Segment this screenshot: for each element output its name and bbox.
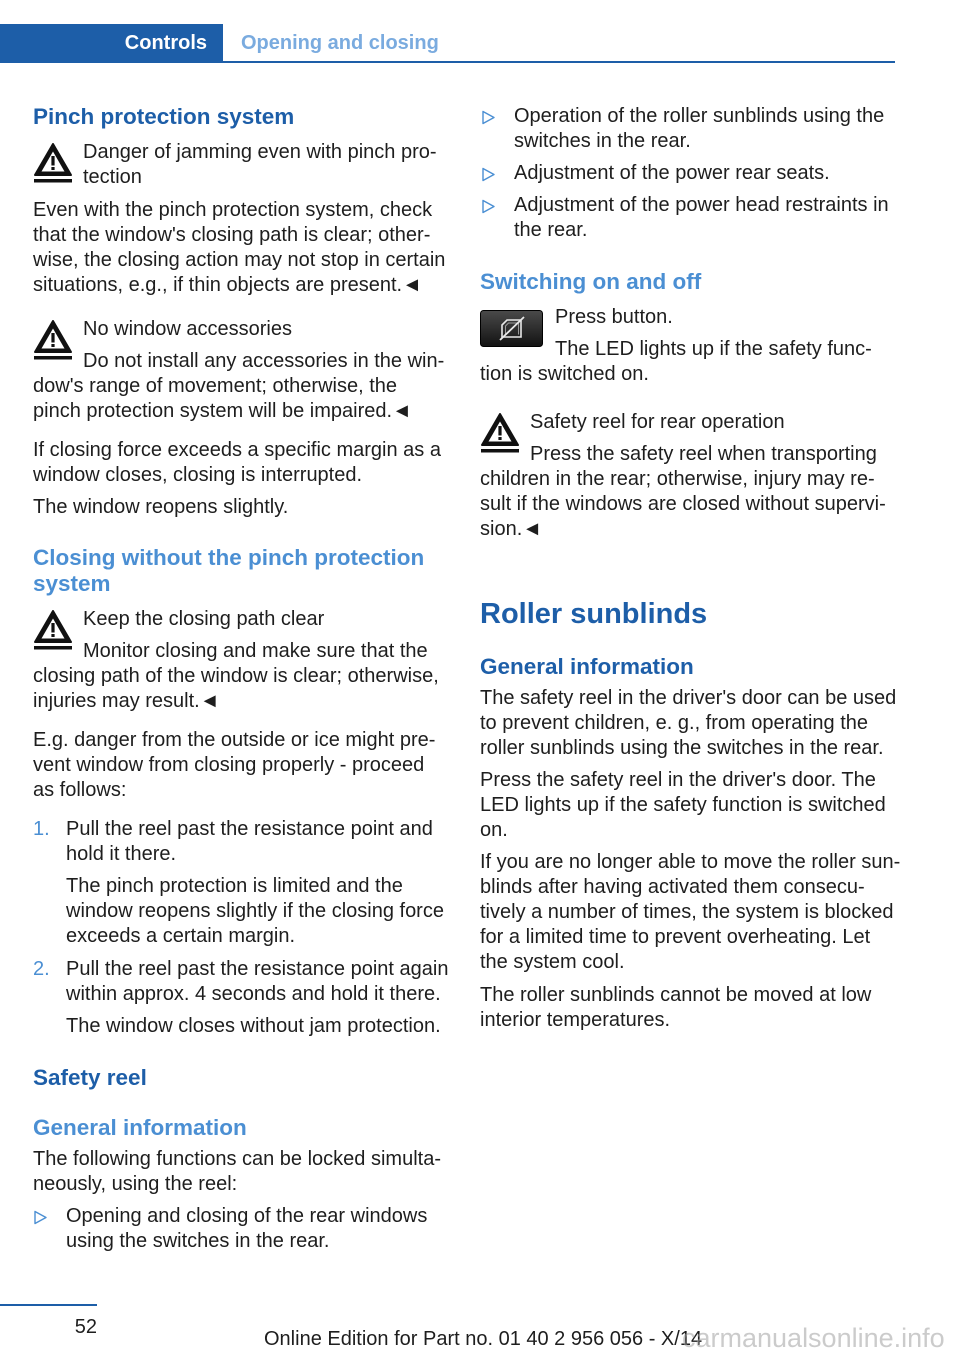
footer-rule: [0, 1304, 97, 1306]
heading-general-information: General information: [480, 654, 694, 679]
heading-pinch-protection: Pinch protection system: [33, 104, 295, 129]
list-item: [480, 104, 900, 154]
paragraph-lockable-intro: The following functions can be locked simulta- neously, using the reel:: [33, 1148, 441, 1195]
page-number: 52: [74, 1316, 97, 1338]
heading-safety-reel: Safety reel: [33, 1065, 147, 1090]
header-rule: [0, 61, 895, 63]
heading-general-information: General information: [33, 1115, 247, 1140]
warning-title-safety-reel: Safety reel for rear operation: [530, 411, 785, 433]
paragraph-press-safety-reel: Press the safety reel in the driver's door. The LED lights up if the safety function is switched on.: [480, 769, 886, 841]
warning-text-closing-path: Monitor closing and make sure that the closing path of the window is clear; otherwise, injuries may result.◄: [33, 640, 439, 712]
heading-roller-sunblinds: Roller sunblinds: [480, 598, 708, 630]
bullet-triangle-icon: [481, 199, 496, 214]
heading-switching-on-off: Switching on and off: [480, 269, 702, 294]
warning-title-closing-path: Keep the closing path clear: [83, 608, 325, 630]
edition-note: Online Edition for Part no. 01 40 2 956 056 - X/14: [264, 1328, 703, 1350]
warning-text-accessories: Do not install any accessories in the win- dow's range of movement; otherwise, the pinch protection system will be impaired.◄: [33, 350, 445, 422]
list-item: [480, 193, 900, 243]
bullet-triangle-icon: [33, 1210, 48, 1225]
button-step-action: Press button.: [555, 306, 673, 328]
step-text: Pull the reel past the resistance point again within approx. 4 seconds and hold it there.: [66, 958, 449, 1005]
paragraph-overheating: If you are no longer able to move the roller sun- blinds after having activated them consecu- tively a number of times, the system is blocked for a limited time to prevent overheating. Let the system cool.: [480, 851, 901, 973]
step-result: The pinch protection is limited and the window reopens slightly if the closing force exceeds a certain margin.: [66, 875, 444, 947]
list-item: [480, 161, 900, 186]
warning-title-jamming: Danger of jamming even with pinch pro- tection: [83, 141, 437, 188]
section-title: Opening and closing: [241, 32, 439, 54]
list-item-text: Adjustment of the power rear seats.: [514, 162, 830, 184]
step-result: The window closes without jam protection.: [66, 1015, 441, 1037]
warning-text-safety-reel: Press the safety reel when transporting children in the rear; otherwise, injury may re- sult if the windows are closed without supervi- sion.◄: [480, 443, 886, 540]
list-item-text: Operation of the roller sunblinds using the switches in the rear.: [514, 105, 885, 152]
paragraph-procedure-intro: E.g. danger from the outside or ice might pre- vent window from closing properly - proceed as follows:: [33, 729, 436, 801]
step-number: 2.: [33, 958, 50, 980]
button-step-result: The LED lights up if the safety func- tion is switched on.: [480, 338, 872, 385]
step-text: Pull the reel past the resistance point and hold it there.: [66, 818, 433, 865]
paragraph-low-temperatures: The roller sunblinds cannot be moved at low interior temperatures.: [480, 984, 872, 1031]
chapter-tab: Controls: [0, 24, 223, 62]
list-item-text: Adjustment of the power head restraints in the rear.: [514, 194, 889, 241]
warning-text-jamming: Even with the pinch protection system, check that the window's closing path is clear; other- wise, the closing action may not stop in certain situations, e.g., if thin objects are present.◄: [33, 199, 446, 296]
list-item-text: Opening and closing of the rear windows using the switches in the rear.: [66, 1205, 428, 1252]
warning-title-accessories: No window accessories: [83, 318, 292, 340]
bullet-triangle-icon: [481, 167, 496, 182]
paragraph-closing-force: If closing force exceeds a specific margin as a window closes, closing is interrupted.: [33, 439, 441, 486]
bullet-triangle-icon: [481, 110, 496, 125]
list-item: [33, 1204, 449, 1254]
paragraph-reopens: The window reopens slightly.: [33, 496, 289, 518]
step-number: 1.: [33, 818, 50, 840]
paragraph-safety-reel-purpose: The safety reel in the driver's door can be used to prevent children, e. g., from operating the roller sunblinds using the switches in the rear.: [480, 687, 897, 759]
numbered-step: [33, 817, 449, 867]
numbered-step: [33, 957, 449, 1007]
heading-closing-without-pinch: Closing without the pinch protection system: [33, 545, 425, 596]
watermark: carmanualsonline.info: [682, 1323, 945, 1353]
